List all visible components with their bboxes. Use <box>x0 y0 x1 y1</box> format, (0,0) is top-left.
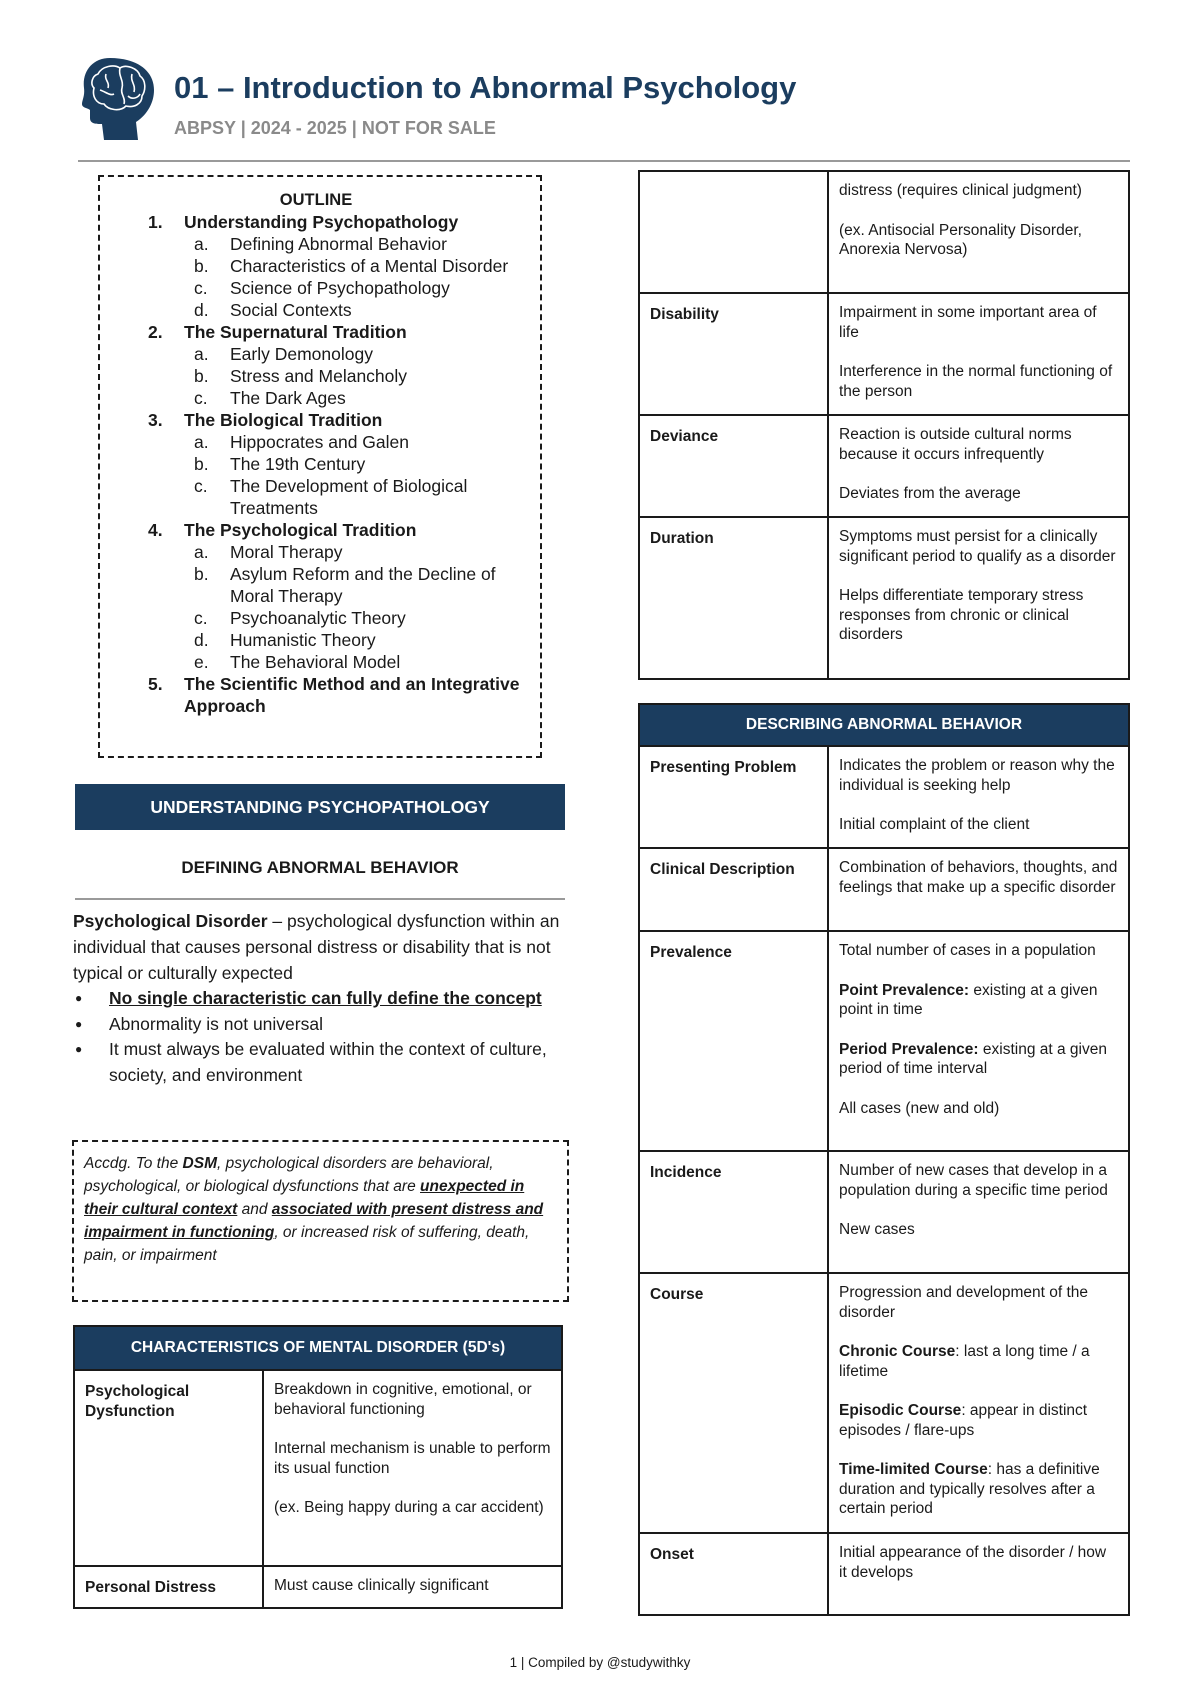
table-row <box>639 171 1129 293</box>
outline-subitem: e. The Behavioral Model <box>194 652 401 672</box>
table-row <box>639 931 1129 1151</box>
outline-subitem: a. Defining Abnormal Behavior <box>194 234 447 254</box>
row-label: Presenting Problem <box>639 746 828 848</box>
list-item: ● No single characteristic can fully define the concept <box>73 986 573 1012</box>
dsm-definition-box: Accdg. To the DSM, psychological disorders are behavioral, psychological, or biological dysfunctions that are unexpected in their cultural context and associated with present distress and impairment in functioning, or increased risk of suffering, death, pain, or impairment <box>72 1140 569 1302</box>
outline-subitem: c. Psychoanalytic Theory <box>194 608 406 628</box>
row-label: Clinical Description <box>639 848 828 931</box>
header-divider <box>78 160 1130 162</box>
outline-subitem: b. The 19th Century <box>194 454 366 474</box>
outline-subitem: a. Hippocrates and Galen <box>194 432 409 452</box>
row-description: Number of new cases that develop in a population during a specific time period New cases <box>828 1151 1129 1273</box>
row-label: Duration <box>639 517 828 679</box>
row-label: Course <box>639 1273 828 1533</box>
outline-subitem: b. Asylum Reform and the Decline of Moral Therapy <box>194 564 496 606</box>
table-row <box>639 848 1129 931</box>
definition-term: Psychological Disorder <box>73 911 268 931</box>
row-description: Reaction is outside cultural norms because it occurs infrequently Deviates from the average <box>828 415 1129 517</box>
list-item: ● Abnormality is not universal <box>73 1012 573 1038</box>
row-description: Must cause clinically significant <box>263 1566 562 1608</box>
row-label: Personal Distress <box>74 1566 263 1608</box>
outline-item: 3. The Biological Tradition <box>148 410 383 430</box>
section-divider <box>75 898 565 900</box>
definition-bullets <box>73 986 573 1088</box>
table-row <box>639 415 1129 517</box>
row-label: Deviance <box>639 415 828 517</box>
describing-table <box>638 703 1130 1616</box>
table-row <box>639 746 1129 848</box>
definition-text: – psychological dysfunction within an individual that causes personal distress or disability that is not typical or culturally expected <box>73 911 560 983</box>
page-header <box>80 56 1130 164</box>
table-title: DESCRIBING ABNORMAL BEHAVIOR <box>639 704 1129 746</box>
page-footer: 1 | Compiled by @studywithky <box>509 1655 691 1670</box>
row-description: Symptoms must persist for a clinically significant period to qualify as a disorder Helps differentiate temporary stress responses from chronic or clinical disorders <box>828 517 1129 679</box>
outline-item: 4. The Psychological Tradition <box>148 520 417 540</box>
outline-subitem: b. Stress and Melancholy <box>194 366 408 386</box>
outline-subitem: c. Science of Psychopathology <box>194 278 450 298</box>
row-label: Onset <box>639 1533 828 1615</box>
page-subtitle: ABPSY | 2024 - 2025 | NOT FOR SALE <box>174 118 496 138</box>
table-row <box>639 1533 1129 1615</box>
table-row <box>74 1566 562 1608</box>
table-row <box>639 293 1129 415</box>
row-description: Progression and development of the disorder Chronic Course: last a long time / a lifetime Episodic Course: appear in distinct episodes / flare-ups Time-limited Course: has a definitive duration and typically resolves after a certain period <box>828 1273 1129 1533</box>
row-description: distress (requires clinical judgment) (ex. Antisocial Personality Disorder, Anorexia Nervosa) <box>828 171 1129 293</box>
outline-title: OUTLINE <box>279 191 353 209</box>
table-row <box>639 1273 1129 1533</box>
outline-subitem: a. Early Demonology <box>194 344 373 364</box>
outline-subitem: b. Characteristics of a Mental Disorder <box>194 256 509 276</box>
row-label <box>639 171 828 293</box>
characteristics-table <box>73 1325 563 1609</box>
outline-subitem: c. The Development of Biological Treatments <box>194 476 468 518</box>
outline-subitem: c. The Dark Ages <box>194 388 346 408</box>
outline-item: 1. Understanding Psychopathology <box>148 212 459 232</box>
definition-paragraph <box>73 908 573 986</box>
outline-subitem: d. Social Contexts <box>194 300 352 320</box>
row-label: Prevalence <box>639 931 828 1151</box>
characteristics-table-continued <box>638 170 1130 680</box>
table-row <box>74 1370 562 1566</box>
table-title: CHARACTERISTICS OF MENTAL DISORDER (5D's) <box>74 1326 562 1370</box>
row-description: Impairment in some important area of life Interference in the normal functioning of the person <box>828 293 1129 415</box>
row-description: Total number of cases in a population Point Prevalence: existing at a given point in time Period Prevalence: existing at a given period of time interval All cases (new and old) <box>828 931 1129 1151</box>
row-label: Psychological Dysfunction <box>74 1370 263 1566</box>
row-label: Disability <box>639 293 828 415</box>
list-item: ● It must always be evaluated within the context of culture, society, and environment <box>73 1037 573 1088</box>
table-row <box>639 1151 1129 1273</box>
brain-head-icon <box>80 56 156 142</box>
row-description: Combination of behaviors, thoughts, and feelings that make up a specific disorder <box>828 848 1129 931</box>
outline-subitem: a. Moral Therapy <box>194 542 343 562</box>
outline-subitem: d. Humanistic Theory <box>194 630 376 650</box>
row-description: Initial appearance of the disorder / how it develops <box>828 1533 1129 1615</box>
row-label: Incidence <box>639 1151 828 1273</box>
page-title: 01 – Introduction to Abnormal Psychology <box>174 70 797 105</box>
table-row <box>639 517 1129 679</box>
row-description: Breakdown in cognitive, emotional, or behavioral functioning Internal mechanism is unable to perform its usual function (ex. Being happy during a car accident) <box>263 1370 562 1566</box>
section-heading: DEFINING ABNORMAL BEHAVIOR <box>181 858 459 877</box>
outline-box <box>98 175 542 758</box>
row-description: Indicates the problem or reason why the individual is seeking help Initial complaint of the client <box>828 746 1129 848</box>
outline-item: 2. The Supernatural Tradition <box>148 322 407 342</box>
outline-item: 5. The Scientific Method and an Integrative Approach <box>148 674 520 716</box>
section-banner: UNDERSTANDING PSYCHOPATHOLOGY <box>75 784 565 830</box>
